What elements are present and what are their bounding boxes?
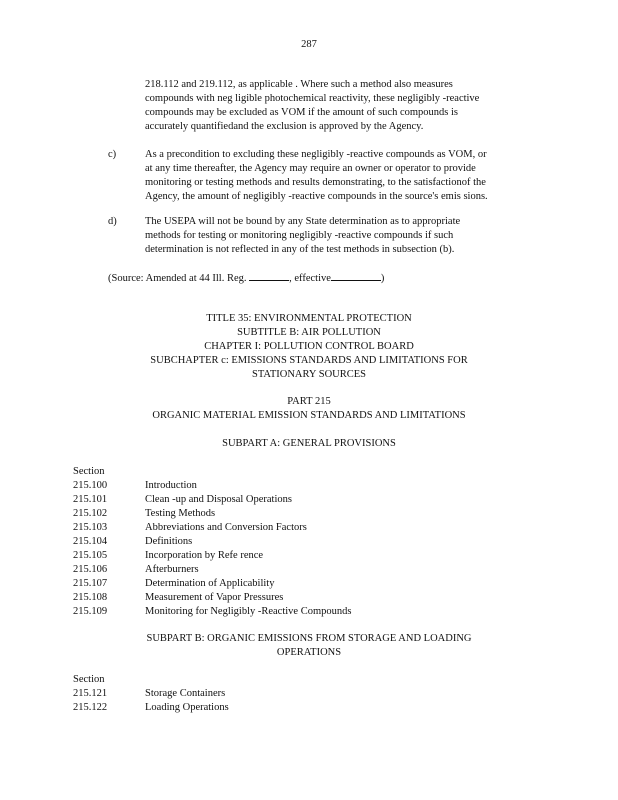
paragraph-line: accurately quantifiedand the exclusion is approved by the Agency. [145,121,424,132]
part-name: ORGANIC MATERIAL EMISSION STANDARDS AND LIMITATIONS [152,410,466,421]
section-number: 215.100 [73,480,108,491]
item-d-label: d) [108,216,117,227]
source-note-prefix: (Source: Amended at 44 Ill. Reg. [108,273,247,284]
paragraph-line: The USEPA will not be bound by any State determination as to appropriate [145,216,461,227]
section-number: 215.121 [73,688,108,699]
section-title: Measurement of Vapor Pressures [145,592,284,603]
section-title: Definitions [145,536,193,547]
section-title: Storage Containers [145,688,226,699]
section-title: Afterburners [145,564,199,575]
section-number: 215.108 [73,592,108,603]
section-number: 215.102 [73,508,108,519]
item-c-paragraph [145,148,488,204]
paragraph-line: compounds may be excluded as VOM if the amount of such compounds is [145,107,459,118]
effective-blank-line [331,270,381,281]
source-note [108,270,384,286]
section-title: Introduction [145,480,197,491]
source-note-middle: , effective [289,273,331,284]
section-number: 215.101 [73,494,108,505]
chapter-heading: CHAPTER I: POLLUTION CONTROL BOARD [204,341,414,352]
section-title: Testing Methods [145,508,216,519]
subpart-b-heading-cont: OPERATIONS [276,647,342,658]
section-number: 215.109 [73,606,108,617]
subpart-a-heading: SUBPART A: GENERAL PROVISIONS [222,438,396,449]
section-number: 215.106 [73,564,108,575]
paragraph-line: methods for testing or monitoring negligibly -reactive compounds if such [145,230,454,241]
section-title: Incorporation by Refe rence [145,550,264,561]
subchapter-heading-cont: STATIONARY SOURCES [252,369,366,380]
subpart-b-heading: SUBPART B: ORGANIC EMISSIONS FROM STORAGE AND LOADING [146,633,472,644]
paragraph-line: determination is not reflected in any of the test methods in subsection (b). [145,244,455,255]
item-d-paragraph [145,215,460,257]
section-title: Determination of Applicability [145,578,275,589]
section-title: Clean -up and Disposal Operations [145,494,292,505]
section-title: Loading Operations [145,702,229,713]
subchapter-heading: SUBCHAPTER c: EMISSIONS STANDARDS AND LIMITATIONS FOR [150,355,468,366]
item-c-label: c) [108,149,117,160]
section-number: 215.104 [73,536,108,547]
section-label: Section [73,466,105,477]
title-heading: TITLE 35: ENVIRONMENTAL PROTECTION [206,313,412,324]
section-number: 215.105 [73,550,108,561]
paragraph-line: monitoring or testing methods and results demonstrating, to the satisfactionof the [145,177,486,188]
reg-blank-line [249,270,289,281]
section-number: 215.107 [73,578,108,589]
section-number: 215.122 [73,702,108,713]
paragraph-line: Agency, the amount of negligibly -reactive compounds in the source's emis sions. [145,191,488,202]
part-number: PART 215 [287,396,331,407]
subtitle-heading: SUBTITLE B: AIR POLLUTION [237,327,381,338]
section-title: Abbreviations and Conversion Factors [145,522,307,533]
paragraph-line: compounds with neg ligible photochemical reactivity, these negligibly -reactive [145,93,480,104]
paragraph-line: As a precondition to excluding these negligibly -reactive compounds as VOM, or [145,149,487,160]
section-label: Section [73,674,105,685]
continuation-paragraph [145,78,479,134]
section-title: Monitoring for Negligibly -Reactive Compounds [145,606,352,617]
source-note-suffix: ) [380,273,385,284]
section-number: 215.103 [73,522,108,533]
paragraph-line: 218.112 and 219.112, as applicable . Where such a method also measures [145,79,453,90]
paragraph-line: at any time thereafter, the Agency may require an owner or operator to provide [145,163,476,174]
page-number: 287 [301,39,317,50]
